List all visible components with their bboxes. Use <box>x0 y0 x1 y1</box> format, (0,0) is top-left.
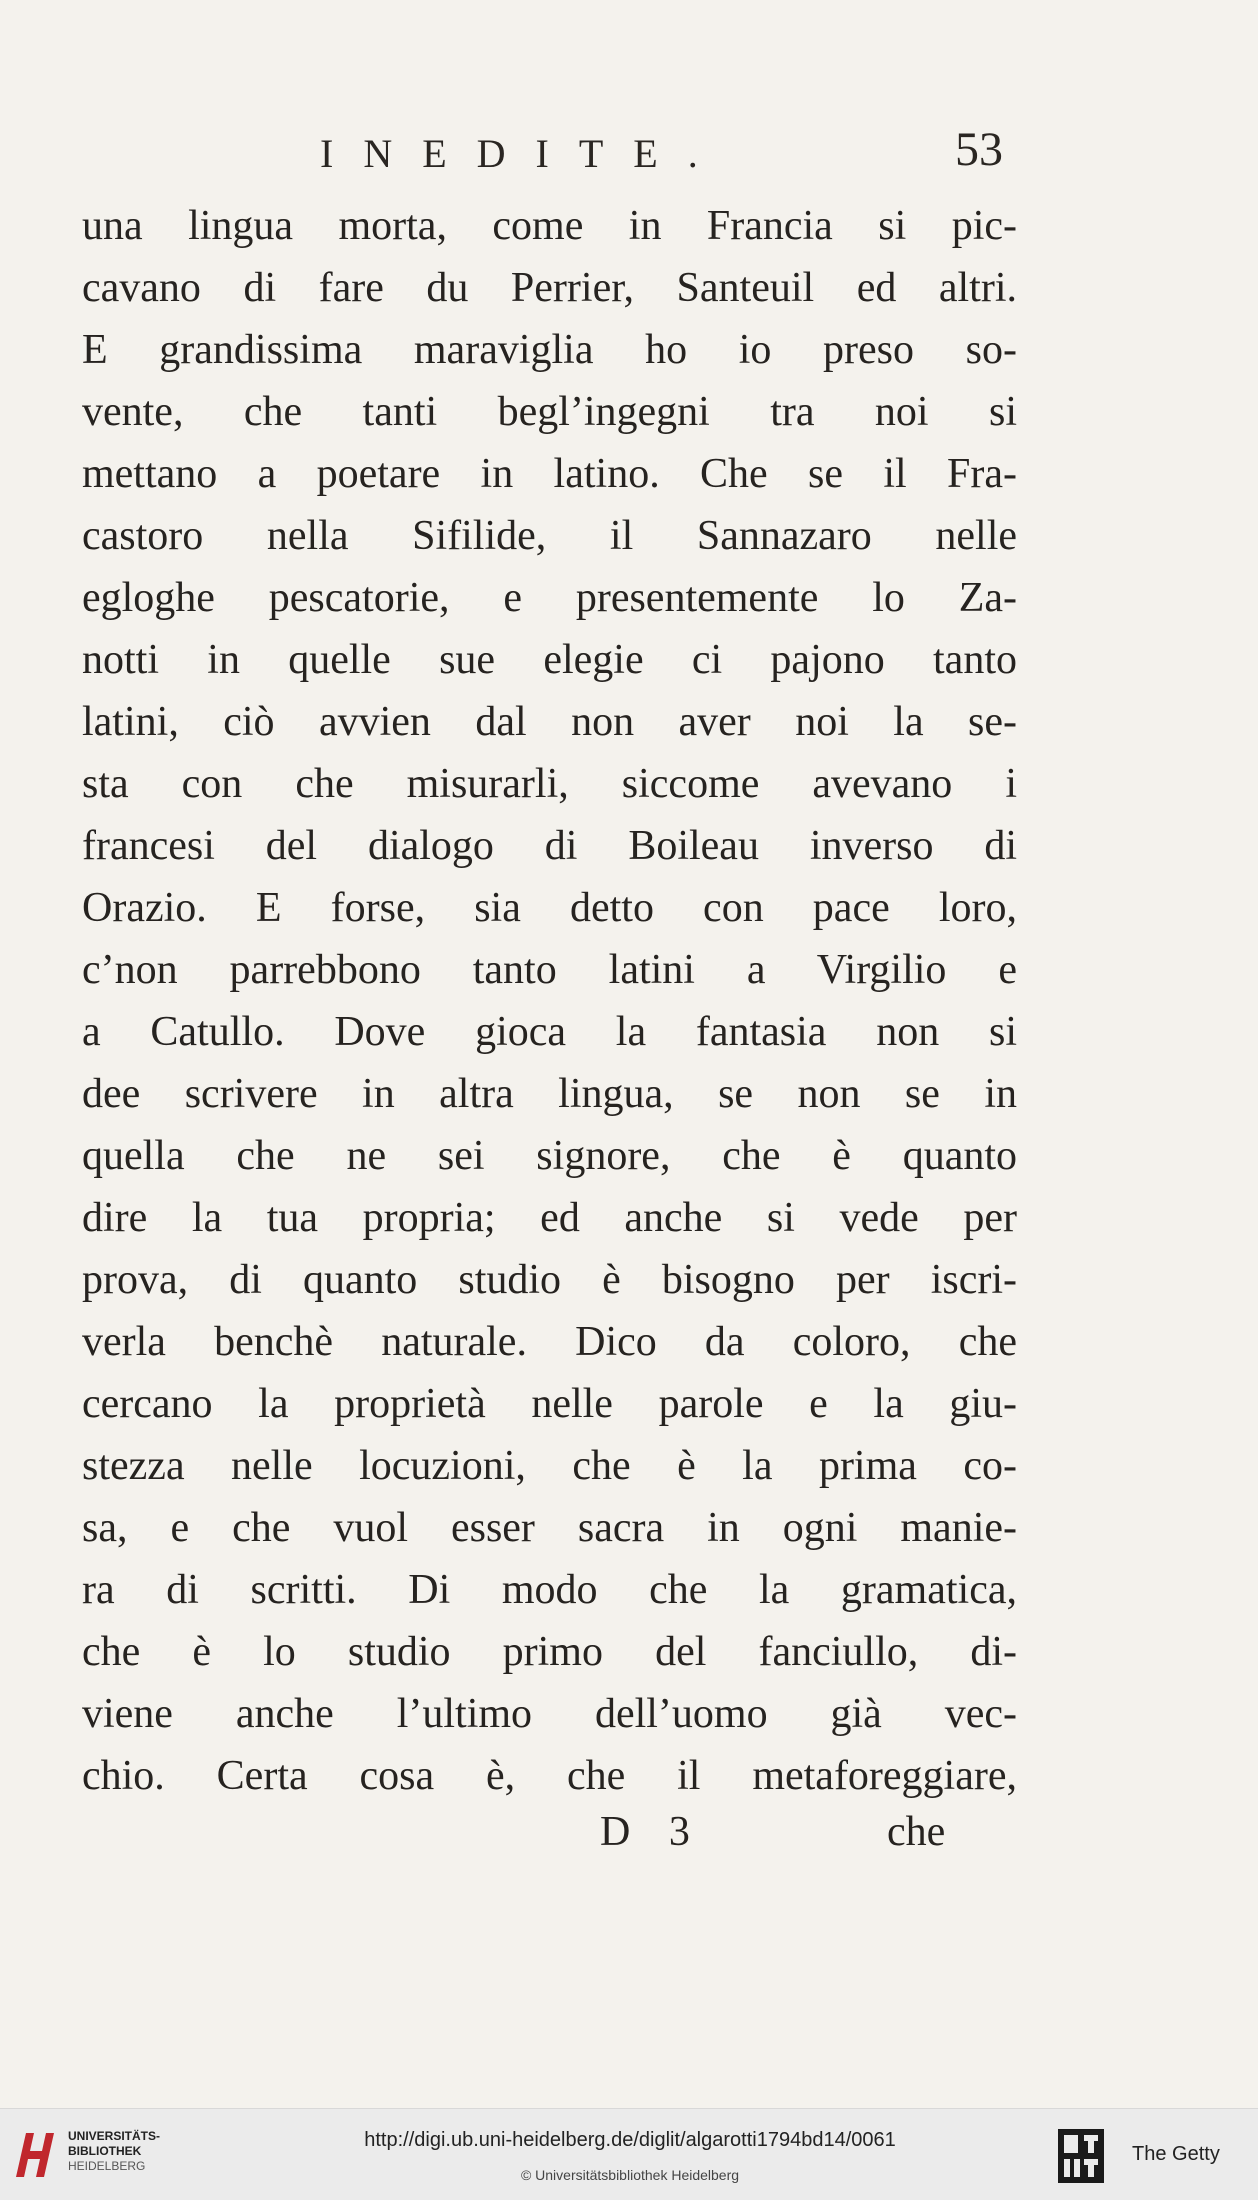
page-number: 53 <box>955 123 1003 176</box>
text-line: egloghe pescatorie, e presentemente lo Za- <box>82 575 1017 621</box>
text-line: sa, e che vuol esser sacra in ogni manie- <box>82 1505 1017 1551</box>
text-line: una lingua morta, come in Francia si pic- <box>82 203 1017 249</box>
text-line: a Catullo. Dove gioca la fantasia non si <box>82 1009 1017 1055</box>
signature-mark: D 3 <box>600 1809 704 1855</box>
running-head: INEDITE. <box>320 131 728 176</box>
text-line: dire la tua propria; ed anche si vede per <box>82 1195 1017 1241</box>
copyright-notice: © Universitätsbibliothek Heidelberg <box>520 2167 740 2183</box>
catchword: che <box>887 1809 946 1855</box>
text-line: quella che ne sei signore, che è quanto <box>82 1133 1017 1179</box>
text-line: viene anche l’ultimo dell’uomo già vec- <box>82 1691 1017 1737</box>
text-line: cercano la proprietà nelle parole e la giu- <box>82 1381 1017 1427</box>
text-line: c’non parrebbono tanto latini a Virgilio e <box>82 947 1017 993</box>
text-line: cavano di fare du Perrier, Santeuil ed altri. <box>82 265 1017 311</box>
library-name-line: HEIDELBERG <box>68 2159 146 2173</box>
text-line: Orazio. E forse, sia detto con pace loro, <box>82 885 1017 931</box>
text-line: chio. Certa cosa è, che il metaforeggiare, <box>82 1753 1017 1799</box>
library-name-line: BIBLIOTHEK <box>68 2144 142 2158</box>
text-line: castoro nella Sifilide, il Sannazaro nelle <box>82 513 1017 559</box>
permalink[interactable]: http://digi.ub.uni-heidelberg.de/diglit/algarotti1794bd14/0061 <box>364 2129 896 2151</box>
text-line: che è lo studio primo del fanciullo, di- <box>82 1629 1017 1675</box>
university-library-logo-icon[interactable] <box>12 2127 58 2181</box>
library-name-line: UNIVERSITÄTS- <box>68 2129 161 2143</box>
text-line: ra di scritti. Di modo che la gramatica, <box>82 1567 1017 1613</box>
text-line: verla benchè naturale. Dico da coloro, che <box>82 1319 1017 1365</box>
text-line: E grandissima maraviglia ho io preso so- <box>82 327 1017 373</box>
getty-logo-icon[interactable] <box>1058 2129 1104 2183</box>
text-line: francesi del dialogo di Boileau inverso di <box>82 823 1017 869</box>
text-line: mettano a poetare in latino. Che se il Fra- <box>82 451 1017 497</box>
text-line: stezza nelle locuzioni, che è la prima co- <box>82 1443 1017 1489</box>
body-text <box>82 195 1017 1807</box>
text-line: dee scrivere in altra lingua, se non se in <box>82 1071 1017 1117</box>
partner-name: The Getty <box>1132 2143 1220 2165</box>
text-line: sta con che misurarli, siccome avevano i <box>82 761 1017 807</box>
text-line: notti in quelle sue elegie ci pajono tanto <box>82 637 1017 683</box>
library-name <box>68 2129 208 2174</box>
text-line: vente, che tanti begl’ingegni tra noi si <box>82 389 1017 435</box>
text-line: latini, ciò avvien dal non aver noi la se- <box>82 699 1017 745</box>
text-line: prova, di quanto studio è bisogno per iscri- <box>82 1257 1017 1303</box>
viewer-footer <box>0 2108 1258 2200</box>
